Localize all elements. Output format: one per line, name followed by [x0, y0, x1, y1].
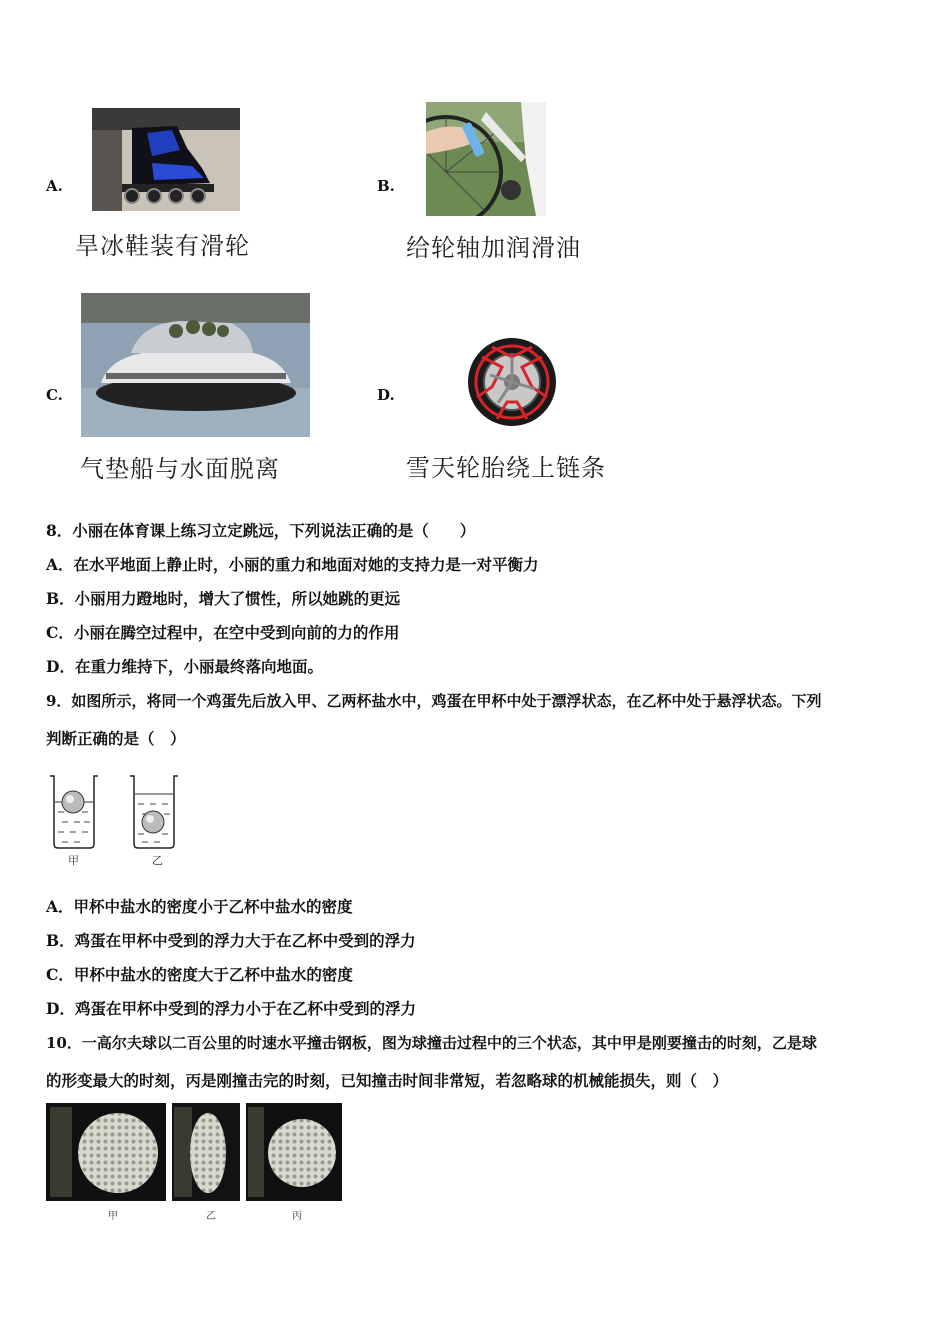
- option-letter-d: D.: [377, 386, 395, 404]
- golf-ball-figure: [46, 1103, 344, 1223]
- option-c-caption: 气垫船与水面脱离: [80, 455, 280, 483]
- option-letter-a: A.: [46, 177, 63, 195]
- tire-chain-image: [462, 337, 562, 427]
- option-d-caption: 雪天轮胎绕上链条: [406, 454, 606, 482]
- question-9-stem-line2: 判断正确的是（ ）: [46, 729, 186, 748]
- beaker-label-yi: 乙: [152, 854, 163, 867]
- bicycle-oiling-image: [426, 102, 546, 216]
- question-9-option-a: A．甲杯中盐水的密度小于乙杯中盐水的密度: [46, 897, 353, 916]
- question-9-stem-line1: 9．如图所示，将同一个鸡蛋先后放入甲、乙两杯盐水中，鸡蛋在甲杯中处于漂浮状态，在乙杯中处于悬浮状态。下列: [46, 692, 822, 710]
- golf-ball-photos: [46, 1103, 344, 1203]
- golf-label-bing: 丙: [292, 1211, 302, 1222]
- option-letter-c: C.: [46, 386, 63, 404]
- beaker-figure: [48, 772, 188, 868]
- question-8-option-a: A．在水平地面上静止时，小丽的重力和地面对她的支持力是一对平衡力: [46, 555, 539, 574]
- question-8-stem: 8．小丽在体育课上练习立定跳远，下列说法正确的是（ ）: [46, 521, 476, 540]
- roller-skate-image: [92, 108, 240, 211]
- option-letter-b: B.: [377, 177, 395, 195]
- question-8-option-c: C．小丽在腾空过程中，在空中受到向前的力的作用: [46, 623, 400, 642]
- question-9-option-c: C．甲杯中盐水的密度大于乙杯中盐水的密度: [46, 965, 353, 984]
- question-10-stem-line1: 10．一高尔夫球以二百公里的时速水平撞击钢板，图为球撞击过程中的三个状态，其中甲是刚要撞击的时刻，乙是球: [46, 1034, 817, 1052]
- golf-label-yi: 乙: [206, 1211, 216, 1222]
- option-b-caption: 给轮轴加润滑油: [406, 234, 581, 262]
- question-10-stem-line2: 的形变最大的时刻，丙是刚撞击完的时刻，已知撞击时间非常短，若忽略球的机械能损失，则（ ）: [46, 1071, 729, 1090]
- golf-label-jia: 甲: [108, 1211, 118, 1222]
- question-8-option-b: B．小丽用力蹬地时，增大了惯性，所以她跳的更远: [46, 589, 401, 608]
- option-a-caption: 旱冰鞋装有滑轮: [75, 232, 250, 260]
- beakers-drawing: [48, 772, 188, 854]
- question-8-option-d: D．在重力维持下，小丽最终落向地面。: [46, 657, 323, 676]
- hovercraft-image: [81, 293, 310, 437]
- beaker-label-jia: 甲: [68, 854, 79, 867]
- question-9-option-b: B．鸡蛋在甲杯中受到的浮力大于在乙杯中受到的浮力: [46, 931, 416, 950]
- question-9-option-d: D．鸡蛋在甲杯中受到的浮力小于在乙杯中受到的浮力: [46, 999, 416, 1018]
